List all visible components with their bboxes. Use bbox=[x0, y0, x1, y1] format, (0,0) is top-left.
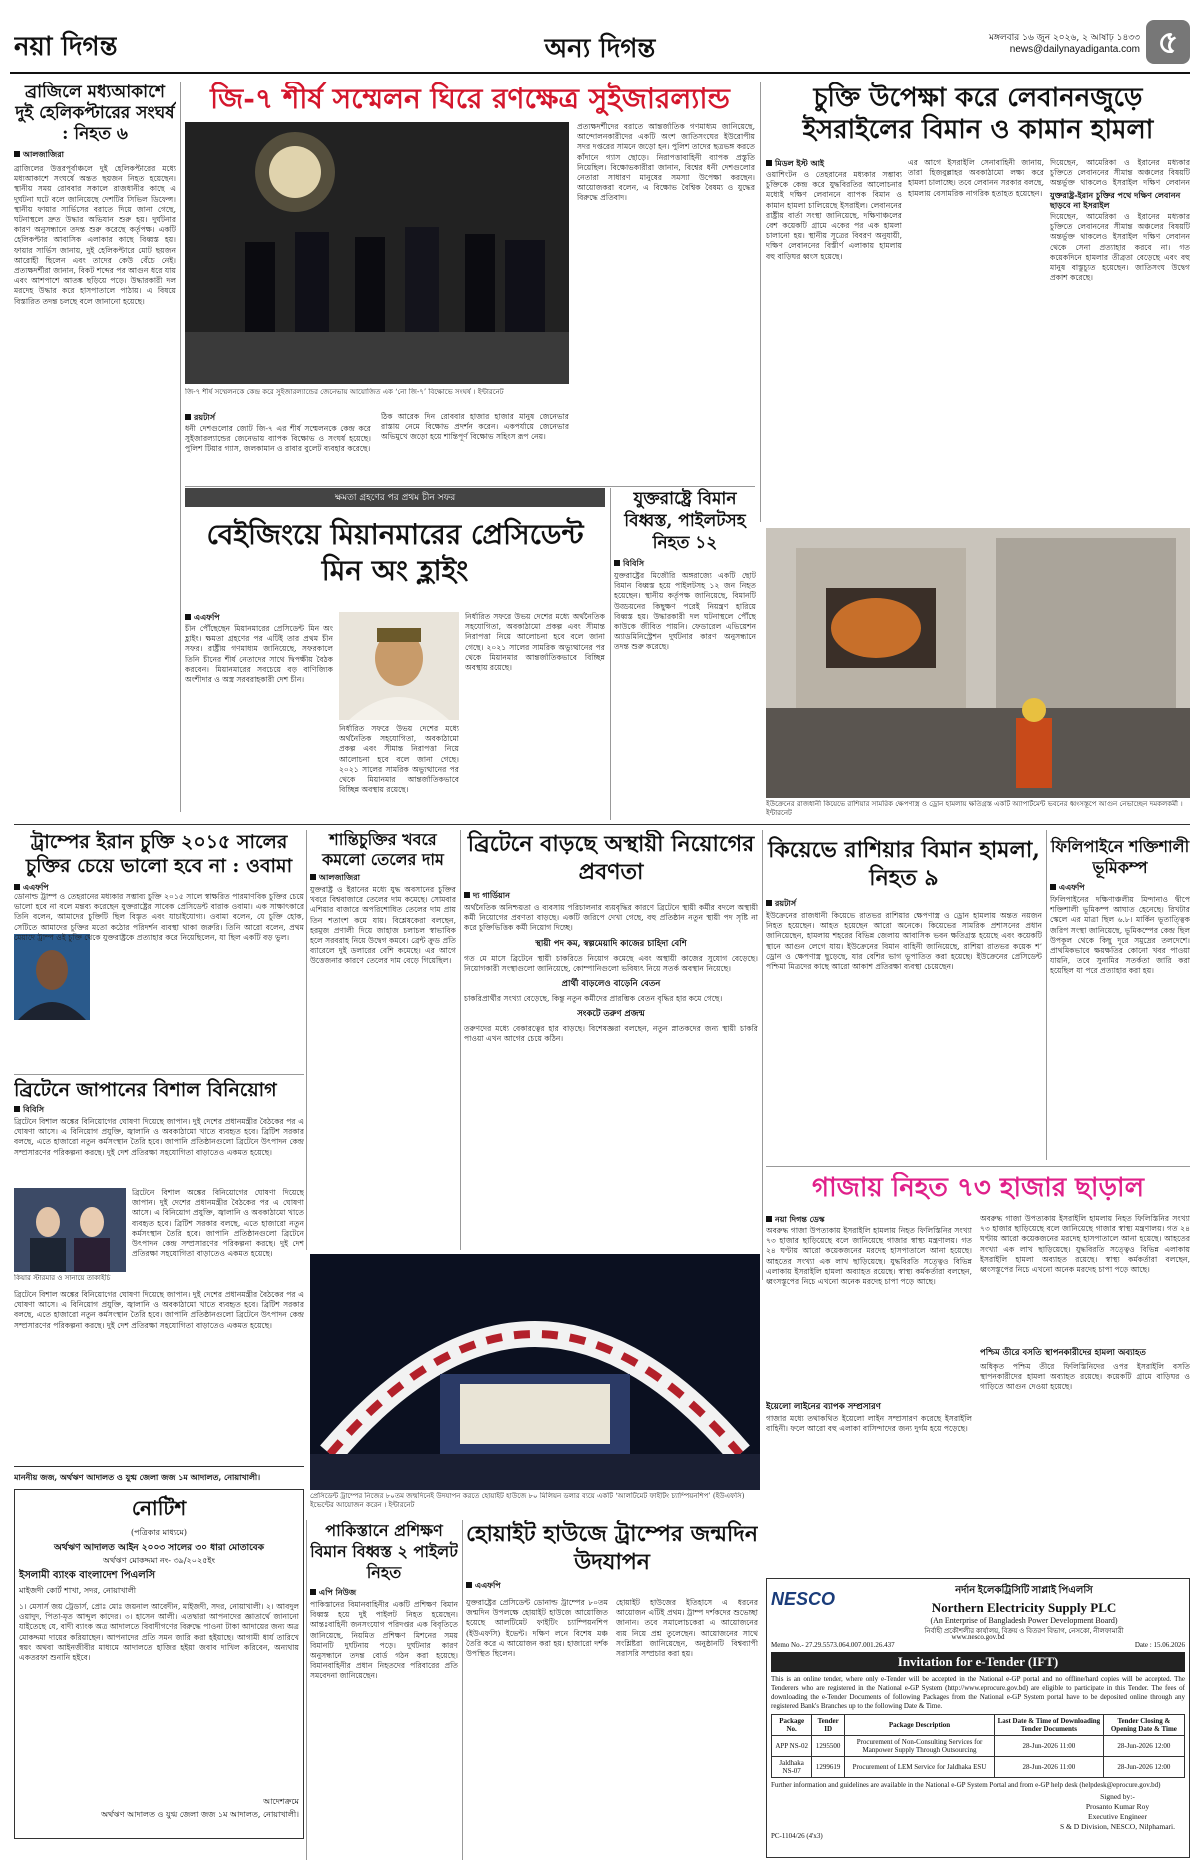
headline: চুক্তি উপেক্ষা করে লেবাননজুড়ে ইসরাইলের বিমান ও কামান হামলা bbox=[802, 83, 1154, 145]
article-body: ফিলিপাইনের দক্ষিণাঞ্চলীয় মিন্দানাও দ্বীপে শক্তিশালী ভূমিকম্প আঘাত হেনেছে। রিখটার স্কেলে এর মাত্রা ছিল ৬.৮। মার্কিন ভূতাত্ত্বিক জরিপ সংস্থা জানিয়েছে, ভূমিকম্পের কেন্দ্র ছিল উপকূল থেকে কিছু দূরে সমুদ্রের তলদেশে। প্রাথমিকভাবে ক্ষয়ক্ষতির কোনো খবর পাওয়া যায়নি, তবে সুনামির সতর্কতা জারি করা হয়েছিল যা পরে প্রত্যাহার করা হয়। bbox=[1050, 895, 1190, 976]
article-body-2: গাজার মধ্যে তথাকথিত ইয়েলো লাইন সম্প্রসারণ করেছে ইসরাইলি বাহিনী। ফলে আরো বহু এলাকা বাসিন্দাদের জন্য দুর্গম হয়ে পড়েছে। bbox=[766, 1414, 972, 1434]
article-body-2: হোয়াইট হাউজের ইতিহাসে এ ধরনের আয়োজন এটিই প্রথম। ট্রাম্প দর্শকদের শুভেচ্ছা জানান। তবে সমালোচকেরা এ আয়োজনের ব্যয় নিয়ে প্রশ্ন তুলেছেন। আয়োজনের সাথে সংশ্লিষ্টরা জানিয়েছেন, অনুষ্ঠানটি বিশ্বব্যাপী সরাসরি সম্প্রচার করা হয়। bbox=[616, 1598, 758, 1659]
stage-photo-caption: প্রেসিডেন্ট ট্রাম্পের নিজের ৮০তম জন্মদিনেই উদযাপন করতে হোয়াইট হাউজে ৮০ মিলিয়ন ডলার ব্যয়ে একটি ‘আলটিমেট ফাইটিং চ্যাম্পিয়নশিপ’ (ইউএফসি) ইভেন্টের আয়োজন করেন । ইন্টারনেট bbox=[310, 1492, 745, 1509]
article-body-1: ধনী দেশগুলোর জোট জি-৭ এর শীর্ষ সম্মেলনকে কেন্দ্র করে সুইজারল্যান্ডের জেনেভায় ব্যাপক বিক্ষোভ ও সংঘর্ষ হয়েছে। পুলিশ টিয়ার গ্যাস, জলকামান ও রাবার বুলেট ব্যবহার করেছে। bbox=[185, 424, 371, 454]
article-body-3-cont: দিয়েছেন, আমেরিকা ও ইরানের মধ্যকার চুক্তিতে লেবাননের সীমান্ত অঞ্চলের বিষয়টি অন্তর্ভুক্ত থাকলেও ইসরাইল দক্ষিণ লেবানন থেকে সেনা প্রত্যাহার করবে না। গত কয়েকদিনে হামলার তীব্রতা বেড়েছে এবং বহু মানুষ বাস্তুচ্যুত হয়েছেন। জাতিসংঘ উদ্বেগ প্রকাশ করেছে। bbox=[1050, 212, 1190, 283]
table-cell: 28-Jun-2026 12:00 bbox=[1103, 1757, 1184, 1778]
subhead-1: ইয়েলো লাইনের ব্যাপক সম্প্রসারণ bbox=[766, 1402, 881, 1412]
article-oil bbox=[310, 830, 456, 1250]
article-philippines bbox=[1050, 836, 1190, 1160]
article-body-3: চাকরিপ্রার্থীর সংখ্যা বেড়েছে, কিন্তু নতুন কর্মীদের প্রারম্ভিক বেতন বৃদ্ধির হার কমে গেছে। bbox=[464, 994, 723, 1004]
notice-plaintiff: ইসলামী ব্যাংক বাংলাদেশ পিএলসি bbox=[19, 1570, 156, 1581]
table-cell: 28-Jun-2026 11:00 bbox=[994, 1736, 1103, 1757]
table-cell: Jaldhaka NS-07 bbox=[772, 1757, 812, 1778]
stage-photo-art bbox=[310, 1254, 760, 1490]
subhead: যুক্তরাষ্ট্র-ইরান চুক্তির পথে দক্ষিণ লেবানন ছাড়বে না ইসরাইল bbox=[1050, 190, 1181, 210]
headline: ব্রিটেনে বাড়ছে অস্থায়ী নিয়োগের প্রবণতা bbox=[467, 831, 755, 885]
protest-photo bbox=[185, 122, 569, 384]
tender-title: Invitation for e-Tender (IFT) bbox=[771, 1652, 1185, 1672]
contact-email: news@dailynayadiganta.com bbox=[1009, 44, 1140, 55]
leaders-photo-art bbox=[14, 1188, 126, 1272]
table-cell: 1295500 bbox=[812, 1736, 845, 1757]
headline: ট্রাম্পের ইরান চুক্তি ২০১৫ সালের চুক্তির চেয়ে ভালো হবে না : ওবামা bbox=[25, 831, 293, 877]
byline: আলজাজিরা bbox=[319, 872, 360, 882]
article-body: ইউক্রেনের রাজধানী কিয়েভে রাতভর রাশিয়ার ক্ষেপণাস্ত্র ও ড্রোন হামলায় অন্তত নয়জন নিহত হয়েছেন। আহত হয়েছেন আরো অনেকে। কিয়েভের সামরিক প্রশাসনের প্রধান জানিয়েছেন, হামলায় শহরের বিভিন্ন জেলায় আবাসিক ভবন ক্ষতিগ্রস্ত হয়েছে এবং কয়েকটি স্থানে আগুন লেগে যায়। ইউক্রেনের বিমান বাহিনী জানিয়েছে, রাশিয়া রাতভর কয়েক শ’ ড্রোন ও ক্ষেপণাস্ত্র ছুড়েছে, যার বেশির ভাগ ভূপাতিত করা হয়েছে। ইউক্রেনের প্রেসিডেন্ট পশ্চিমা মিত্রদের কাছে আরো আকাশ প্রতিরক্ষা ব্যবস্থা চেয়েছেন। bbox=[766, 911, 1042, 972]
table-header-cell: Package Description bbox=[845, 1715, 995, 1736]
notice-law: অর্থঋণ আদালত আইন ২০০৩ সালের ৩০ ধারা মোতাবেক bbox=[54, 1543, 264, 1553]
article-body-1: যুক্তরাষ্ট্রের প্রেসিডেন্ট ডোনাল্ড ট্রাম্পের ৮০তম জন্মদিন উপলক্ষে হোয়াইট হাউজে আয়োজিত হয়েছে আলটিমেট ফাইটিং চ্যাম্পিয়নশিপ (ইউএফসি) ইভেন্ট। দক্ষিণ লনে বিশেষ মঞ্চ তৈরি করে এ আয়োজন করা হয়। হাজারো দর্শক উপস্থিত ছিলেন। bbox=[466, 1598, 608, 1659]
article-pakistan bbox=[310, 1520, 458, 1860]
table-cell: 28-Jun-2026 11:00 bbox=[994, 1757, 1103, 1778]
article-uk-jobs bbox=[464, 830, 758, 1250]
notice-branch: মাইজদী কোর্ট শাখা, সদর, নোয়াখালী bbox=[19, 1586, 137, 1595]
notice-signature-role: আদেশক্রমে bbox=[263, 1797, 299, 1806]
page-number-badge bbox=[1146, 20, 1190, 64]
table-cell: Procurement of LEM Service for Jaldhaka ESU bbox=[845, 1757, 995, 1778]
tender-body: This is an online tender, where only e-Tender will be accepted in the National e-GP portal and no offline/hard copies will be accepted. The Tenderers who are registered in the National e-GP System (http://www.eprocure.gov.bd) are eligible to participate in this Tender. The fees of downloading the e-Tender Documents of following Packages from the National e-GP System portal have to be deposited online through any registered Bank's Branches up to the following Date & Time. bbox=[771, 1675, 1185, 1710]
table-header-cell: Tender ID bbox=[812, 1715, 845, 1736]
headline: পাকিস্তানে প্রশিক্ষণ বিমান বিধ্বস্ত ২ পাইলট নিহত bbox=[310, 1521, 458, 1582]
article-lebanon bbox=[766, 82, 1190, 522]
nesco-bn-office: নির্বাহী প্রকৌশলীর কার্যালয়, বিক্রয় ও বিতরণ বিভাগ, নেসকো, নীলফামারী bbox=[924, 1627, 1124, 1635]
page-number: ৫ bbox=[1157, 23, 1179, 61]
subhead-3: সংকটে তরুণ প্রজন্ম bbox=[577, 1009, 645, 1020]
article-brazil bbox=[14, 82, 176, 812]
byline: এএফপি bbox=[194, 612, 220, 622]
photo-caption: জি-৭ শীর্ষ সম্মেলনকে কেন্দ্র করে সুইজারল্যান্ডের জেনেভায় আয়োজিত এক ‘নো জি-৭’ বিক্ষোভে সংঘর্ষ । ইন্টারনেট bbox=[185, 388, 504, 396]
article-body-4: তরুণদের মধ্যে বেকারত্বের হার বাড়ছে। বিশেষজ্ঞরা বলছেন, নতুন স্নাতকদের জন্য স্থায়ী চাকরি পাওয়া এখন আগের চেয়ে কঠিন। bbox=[464, 1024, 758, 1044]
portrait-art bbox=[339, 612, 459, 720]
article-body-3: দিয়েছেন, আমেরিকা ও ইরানের মধ্যকার চুক্তিতে লেবাননের সীমান্ত অঞ্চলের বিষয়টি অন্তর্ভুক্ত থাকলেও ইসরাইল দক্ষিণ লেবানন bbox=[1050, 158, 1190, 188]
article-gaza bbox=[766, 1172, 1190, 1572]
table-header-cell: Package No. bbox=[772, 1715, 812, 1736]
headline: ব্রাজিলে মধ্যআকাশে দুই হেলিকপ্টারের সংঘর্ষ : নিহত ৬ bbox=[15, 82, 175, 144]
signed-by: Signed by:- bbox=[1100, 1792, 1135, 1801]
nesco-subtitle: (An Enterprise of Bangladesh Power Development Board) bbox=[930, 1616, 1118, 1625]
tender-footer: Further information and guidelines are available in the National e-GP System Portal and from e-GP help desk (helpdesk@eprocure.gov.bd) bbox=[771, 1781, 1161, 1789]
signer-office: S & D Division, NESCO, Nilphamari. bbox=[1059, 1822, 1175, 1831]
byline: এপি নিউজ bbox=[319, 1587, 357, 1597]
ufc-stage-photo bbox=[310, 1254, 760, 1490]
byline: রয়টার্স bbox=[775, 898, 797, 908]
kyiv-photo-art bbox=[766, 528, 1190, 798]
memo-number: Memo No.- 27.29.5573.064.007.001.26.437 bbox=[771, 1641, 895, 1649]
notice-subtitle: (পত্রিকার মাধ্যমে) bbox=[131, 1528, 187, 1537]
headline: শান্তিচুক্তির খবরে কমলো তেলের দাম bbox=[322, 830, 444, 869]
article-body-3: অধিকৃত পশ্চিম তীরে ফিলিস্তিনিদের ওপর ইসরাইলি বসতি স্থাপনকারীদের হামলা অব্যাহত রয়েছে। কয়েকটি গ্রামে বাড়িঘর ও গাড়িতে আগুন দেওয়া হয়েছে। bbox=[980, 1362, 1190, 1392]
table-cell: 28-Jun-2026 12:00 bbox=[1103, 1736, 1184, 1757]
notice-top-line: মাননীয় জজ, অর্থঋণ আদালত ও যুগ্ম জেলা জজ ১ম আদালত, নোয়াখালী। bbox=[14, 1472, 261, 1482]
article-body-cont: ব্রিটেনে বিশাল অঙ্কের বিনিয়োগের ঘোষণা দিয়েছে জাপান। দুই দেশের প্রধানমন্ত্রীর বৈঠকের পর এ ঘোষণা আসে। এ বিনিয়োগ প্রযুক্তি, জ্বালানি ও অবকাঠামো খাতে ব্যবহৃত হবে। ব্রিটিশ সরকার বলছে, এতে হাজারো নতুন কর্মসংস্থান তৈরি হবে। জাপানি প্রতিষ্ঠানগুলো ব্রিটেনে উৎপাদন কেন্দ্র সম্প্রসারণের পরিকল্পনা করছে। দুই দেশ প্রতিরক্ষা সহযোগিতা বাড়াতেও একমত হয়েছে। bbox=[132, 1188, 304, 1259]
notice-signature-name: অর্থঋণ আদালত ও যুগ্ম জেলা জজ ১ম আদালত, নোয়াখালী। bbox=[101, 1810, 299, 1819]
leaders-photo-caption: কিয়ার স্টারমার ও সানায়ে তাকাইচি bbox=[14, 1274, 111, 1282]
byline: দ্য গার্ডিয়ান bbox=[473, 890, 510, 900]
kicker: ক্ষমতা গ্রহণের পর প্রথম চীন সফর bbox=[185, 488, 605, 507]
masthead-logo: নয়া দিগন্ত bbox=[14, 32, 118, 62]
article-body-2: এর আগে ইসরাইলি সেনাবাহিনী জানায়, তারা হিজবুল্লাহর অবকাঠামো লক্ষ্য করে হামলা চালাচ্ছে। তবে লেবানন সরকার বলছে, হামলায় বেসামরিক নাগরিক হতাহত হয়েছেন। bbox=[908, 158, 1044, 198]
byline: নয়া দিগন্ত ডেস্ক bbox=[775, 1214, 825, 1224]
nesco-web: www.nesco.gov.bd bbox=[951, 1633, 1005, 1641]
byline: আলজাজিরা bbox=[23, 149, 64, 159]
section-title: অন্য দিগন্ত bbox=[544, 34, 656, 64]
table-cell: APP NS-02 bbox=[772, 1736, 812, 1757]
table-cell: 1299619 bbox=[812, 1757, 845, 1778]
nesco-tender-ad bbox=[766, 1578, 1190, 1858]
masthead bbox=[0, 0, 1200, 78]
article-body-2: ঠিক আরেক দিন রোববার হাজার হাজার মানুষ জেনেভার রাস্তায় নেমে বিক্ষোভ প্রদর্শন করেন। একপর্যায়ে জেনেভার অভিমুখে জড়ো হয়ে শান্তিপূর্ণ বিক্ষোভ সহিংস রূপ নেয়। bbox=[381, 412, 569, 442]
table-cell: Procurement of Non-Consulting Services for Manpower Supply Through Outsourcing bbox=[845, 1736, 995, 1757]
byline: বিবিসি bbox=[623, 558, 645, 568]
subhead-2: পশ্চিম তীরে বসতি স্থাপনকারীদের হামলা অব্যাহত bbox=[980, 1348, 1146, 1358]
article-japan bbox=[14, 1078, 304, 1462]
pc-number: PC-1104/26 (4'x3) bbox=[771, 1832, 823, 1840]
article-white-house bbox=[466, 1520, 758, 1860]
kyiv-strike-photo bbox=[766, 528, 1190, 798]
signer-title: Executive Engineer bbox=[1088, 1812, 1147, 1821]
protest-photo-art bbox=[185, 122, 569, 384]
headline: জি-৭ শীর্ষ সম্মেলন ঘিরে রণক্ষেত্র সুইজারল্যান্ড bbox=[210, 82, 730, 115]
headline: ফিলিপাইনে শক্তিশালী ভূমিকম্প bbox=[1050, 837, 1190, 877]
notice-case: অর্থঋণ মোকদ্দমা নং- ৩৯/২০২৫ইং bbox=[103, 1556, 215, 1565]
headline: যুক্তরাষ্ট্রে বিমান বিধ্বস্ত, পাইলটসহ নিহত ১২ bbox=[624, 489, 746, 553]
byline: এএফপি bbox=[23, 882, 49, 892]
article-body: ব্রিটেনে বিশাল অঙ্কের বিনিয়োগের ঘোষণা দিয়েছে জাপান। দুই দেশের প্রধানমন্ত্রীর বৈঠকের পর এ ঘোষণা আসে। এ বিনিয়োগ প্রযুক্তি, জ্বালানি ও অবকাঠামো খাতে ব্যবহৃত হবে। ব্রিটিশ সরকার বলছে, এতে হাজারো নতুন কর্মসংস্থান তৈরি হবে। জাপানি প্রতিষ্ঠানগুলো ব্রিটেনে উৎপাদন কেন্দ্র সম্প্রসারণের পরিকল্পনা করছে। দুই দেশ প্রতিরক্ষা সহযোগিতা বাড়াতেও একমত হয়েছে। bbox=[14, 1117, 304, 1157]
byline: রয়টার্স bbox=[194, 412, 216, 422]
article-body: যুক্তরাষ্ট্রের মিজৌরি অঙ্গরাজ্যে একটি ছোট বিমান বিধ্বস্ত হয়ে পাইলটসহ ১২ জন নিহত হয়েছেন। স্থানীয় কর্তৃপক্ষ জানিয়েছে, বিমানটি উড্ডয়নের কিছুক্ষণ পরেই নিয়ন্ত্রণ হারিয়ে বিধ্বস্ত হয়। উদ্ধারকারী দল ঘটনাস্থলে পৌঁছে কাউকে জীবিত পায়নি। ফেডারেল এভিয়েশন অ্যাডমিনিস্ট্রেশন দুর্ঘটনার কারণ অনুসন্ধানে তদন্ত শুরু করেছে। bbox=[614, 571, 756, 652]
byline: মিডল ইস্ট আই bbox=[775, 158, 825, 168]
table-header-cell: Tender Closing & Opening Date & Time bbox=[1103, 1715, 1184, 1736]
headline: গাজায় নিহত ৭৩ হাজার ছাড়াল bbox=[812, 1173, 1144, 1203]
article-body: যুক্তরাষ্ট্র ও ইরানের মধ্যে যুদ্ধ অবসানের চুক্তির খবরে বিশ্ববাজারে তেলের দাম কমেছে। সোমবার এশিয়ার বাজারে অপরিশোধিত তেলের দাম প্রায় তিন শতাংশ কমে যায়। বিশ্লেষকেরা বলছেন, হরমুজ প্রণালী দিয়ে জাহাজ চলাচল স্বাভাবিক হলে সরবরাহ নিয়ে উদ্বেগ কমবে। ব্রেন্ট ক্রুড প্রতি ব্যারেলে দুই ডলারের বেশি কমেছে। এর আগে উত্তেজনার কারণে তেলের দাম বেড়ে গিয়েছিল। bbox=[310, 885, 456, 966]
article-body: ব্রাজিলের উত্তরপূর্বাঞ্চলে দুই হেলিকপ্টারের মধ্যে মধ্যআকাশে সংঘর্ষে অন্তত ছয়জন নিহত হয়েছেন। স্থানীয় সময় রোববার সকালে রাজধানীর কাছে এ দুর্ঘটনা ঘটে বলে জানিয়েছে দেশটির সিভিল ডিফেন্স। স্থানীয় ফায়ার সার্ভিসের বরাতে দিয়ে জানা গেছে, ঘটনাস্থলে দ্রুত উদ্ধার অভিযান শুরু হয়। দুর্ঘটনার কারণ অনুসন্ধানে তদন্ত শুরু করেছে কর্তৃপক্ষ। একটি হেলিকপ্টার আবাসিক এলাকার কাছে বিধ্বস্ত হয়। ফায়ার সার্ভিস জানায়, দুই হেলিকপ্টারে মোট ছয়জন আরোহী ছিলেন এবং তাদের কেউ বেঁচে নেই। প্রত্যক্ষদর্শীরা জানান, বিকট শব্দের পর আগুন ধরে যায় এবং আশপাশে আতঙ্ক ছড়িয়ে পড়ে। উদ্ধারকারী দল মরদেহ উদ্ধার করে হাসপাতালে পাঠায়। এ বিষয়ে বিস্তারিত তদন্ত চলছে বলে জানানো হয়েছে। bbox=[14, 164, 176, 306]
tender-table bbox=[771, 1714, 1185, 1778]
article-body-1: ওয়াশিংটন ও তেহরানের মধ্যকার সম্ভাব্য চুক্তিকে কেন্দ্র করে যুদ্ধবিরতির আলোচনার মধ্যেই দক্ষিণ লেবাননে ব্যাপক বিমান ও কামান হামলা চালিয়েছে ইসরাইল। লেবাননের রাষ্ট্রীয় বার্তা সংস্থা জানিয়েছে, দক্ষিণাঞ্চলের বেশ কয়েকটি গ্রামে একের পর এক হামলা চালানো হয়। স্থানীয় সূত্রের বিবরণ অনুযায়ী, দক্ষিণ লেবাননের বিস্তীর্ণ এলাকায় হামলায় বহু বাড়িঘর ধ্বংস হয়েছে। bbox=[766, 170, 902, 261]
kyiv-photo-caption: ইউক্রেনের রাজধানী কিয়েভে রাশিয়ার সামরিক ক্ষেপণাস্ত্র ও ড্রোন হামলায় ক্ষতিগ্রস্ত একটি অ্যাপার্টমেন্ট ভবনের ধ্বংসস্তূপে আগুন নেভাচ্ছেন দমকলকর্মী । ইন্টারনেট bbox=[766, 800, 1183, 817]
table-row bbox=[772, 1757, 1185, 1778]
table-header-cell: Last Date & Time of Downloading Tender Documents bbox=[994, 1715, 1103, 1736]
memo-date: Date : 15.06.2026 bbox=[1134, 1641, 1185, 1649]
article-body-1-cont: অবরুদ্ধ গাজা উপত্যকায় ইসরাইলি হামলায় নিহত ফিলিস্তিনির সংখ্যা ৭৩ হাজার ছাড়িয়েছে বলে জানিয়েছে গাজার স্বাস্থ্য মন্ত্রণালয়। গত ২৪ ঘণ্টায় আরো কয়েকজনের মরদেহ হাসপাতালে আনা হয়েছে। আহতের সংখ্যা এক লাখ ছাড়িয়েছে। যুদ্ধবিরতি সত্ত্বেও বিভিন্ন এলাকায় ইসরাইলি হামলা অব্যাহত রয়েছে। স্বাস্থ্য কর্মকর্তারা বলছেন, ধ্বংসস্তূপের নিচে এখনো অনেক মরদেহ চাপা পড়ে আছে। bbox=[980, 1214, 1190, 1275]
tender-table-header bbox=[772, 1715, 1185, 1736]
subhead-1: স্থায়ী পদ কম, স্বল্পমেয়াদি কাজের চাহিদা বেশি bbox=[535, 938, 687, 949]
min-aung-hlaing-photo bbox=[339, 612, 459, 720]
issue-date: মঙ্গলবার ১৬ জুন ২০২৬, ২ আষাঢ় ১৪৩৩ bbox=[989, 33, 1140, 43]
signer-name: Prosanto Kumar Roy bbox=[1085, 1802, 1150, 1811]
article-body: পাকিস্তানের বিমানবাহিনীর একটি প্রশিক্ষণ বিমান বিধ্বস্ত হয়ে দুই পাইলট নিহত হয়েছেন। আন্তঃবাহিনী জনসংযোগ পরিদপ্তর এক বিবৃতিতে জানিয়েছে, নিয়মিত প্রশিক্ষণ মিশনের সময় বিমানটি দুর্ঘটনায় পড়ে। দুর্ঘটনার কারণ অনুসন্ধানে তদন্ত বোর্ড গঠন করা হয়েছে। বিমানবাহিনীর প্রধান নিহতদের পরিবারের প্রতি সমবেদনা জানিয়েছেন। bbox=[310, 1600, 458, 1681]
nesco-bn-name: নর্দান ইলেকট্রিসিটি সাপ্লাই পিএলসি bbox=[955, 1585, 1093, 1596]
article-g7 bbox=[185, 82, 755, 482]
article-us-plane bbox=[614, 488, 756, 820]
notice-body: ১। মেসার্স জয় ট্রেডার্স, প্রোঃ মোঃ জয়নাল আবেদীন, মাইজদী, সদর, নোয়াখালী। ২। আবদুল ওয়াদুদ, পিতা-মৃত আব্দুল কাদের। ৩। হাসেন আলী। এতদ্বারা আপনাদের জ্ঞাতার্থে জানানো যাইতেছে যে, বাদী ব্যাংক অত্র আদালতে বিবাদীগণের বিরুদ্ধে পাওনা টাকা আদায়ের জন্য অত্র মোকদ্দমা দায়ের করিয়াছেন। আপনাদের প্রতি সমন জারি করা হইয়াছে। আগামী ধার্য তারিখে স্বয়ং অথবা আইনজীবীর মাধ্যমে আদালতে হাজির হইয়া জবাব দাখিল করিবেন, অন্যথায় একতরফা শুনানি হইবে। bbox=[19, 1602, 299, 1663]
subhead-2: প্রার্থী বাড়লেও বাড়েনি বেতন bbox=[561, 979, 661, 990]
nesco-logo: NESCO bbox=[771, 1589, 836, 1609]
byline: এএফপি bbox=[475, 1580, 501, 1590]
article-beijing bbox=[185, 488, 605, 820]
court-notice bbox=[14, 1472, 304, 1852]
nesco-en-name: Northern Electricity Supply PLC bbox=[931, 1600, 1117, 1615]
article-body-2: নির্ধারিত সফরে উভয় দেশের মধ্যে অর্থনৈতিক সহযোগিতা, অবকাঠামো প্রকল্প এবং সীমান্ত নিরাপত্তা নিয়ে আলোচনা হবে বলে জানা গেছে। ২০২১ সালের সামরিক অভ্যুত্থানের পর থেকে মিয়ানমার আন্তর্জাতিকভাবে বিচ্ছিন্ন অবস্থায় রয়েছে। bbox=[339, 724, 459, 795]
article-body-1: অর্থনৈতিক অনিশ্চয়তা ও ব্যবসায় পরিচালনার ব্যয়বৃদ্ধির কারণে ব্রিটেনে স্থায়ী কর্মীর বদলে অস্থায়ী কর্মী নিয়োগের প্রবণতা বাড়ছে। একটি জরিপে দেখা গেছে, বহু প্রতিষ্ঠান নতুন স্থায়ী পদ সৃষ্টি না করে চুক্তিভিত্তিক কর্মী নিয়োগ দিচ্ছে। bbox=[464, 903, 758, 933]
table-row bbox=[772, 1736, 1185, 1757]
headline: হোয়াইট হাউজে ট্রাম্পের জন্মদিন উদযাপন bbox=[466, 1521, 758, 1575]
article-body-1: চীন পৌঁছেছেন মিয়ানমারের প্রেসিডেন্ট মিন অং হ্লাইং। ক্ষমতা গ্রহণের পর এটিই তার প্রথম চীন সফর। রাষ্ট্রীয় গণমাধ্যম জানিয়েছে, সফরকালে তিনি চীনের শীর্ষ নেতাদের সাথে দ্বিপক্ষীয় বৈঠক করবেন। মিয়ানমারের সবচেয়ে বড় বাণিজ্যিক অংশীদার ও অস্ত্র সরবরাহকারী দেশ চীন। bbox=[185, 624, 333, 685]
leaders-photo bbox=[14, 1188, 126, 1272]
article-body-2: গত মে মাসে ব্রিটেনে স্থায়ী চাকরিতে নিয়োগ কমেছে এবং অস্থায়ী কাজের সুযোগ বেড়েছে। নিয়োগকারী সংস্থাগুলো জানিয়েছে, কোম্পানিগুলো ভবিষ্যৎ নিয়ে সতর্ক অবস্থান নিয়েছে। bbox=[464, 953, 758, 973]
article-body: ডোনাল্ড ট্রাম্প ও তেহরানের মধ্যকার সম্ভাব্য চুক্তি ২০১৫ সালে স্বাক্ষরিত পারমাণবিক চুক্তির চেয়ে ভালো হবে না বলে মন্তব্য করেছেন যুক্তরাষ্ট্রের সাবেক প্রেসিডেন্ট বারাক ওবামা। এক সাক্ষাৎকারে তিনি বলেন, আমাদের চুক্তিটি ছিল বিস্তৃত এবং যাচাইযোগ্য। ওবামা বলেন, যে চুক্তি হোক, সেটিতে আমাদের চুক্তির মতো কঠোর পরিদর্শন ব্যবস্থা থাকা জরুরি। তিনি আরো বলেন, প্রথম মেয়াদে ট্রাম্প ওই চুক্তি থেকে যুক্তরাষ্ট্রকে প্রত্যাহার করে নিয়েছিলেন, যা ছিল একটি বড় ভুল। bbox=[14, 892, 304, 942]
byline: এএফপি bbox=[1059, 882, 1085, 892]
notice-title: নোটিশ bbox=[131, 1496, 187, 1520]
headline: ব্রিটেনে জাপানের বিশাল বিনিয়োগ bbox=[14, 1079, 277, 1101]
article-kyiv bbox=[766, 836, 1042, 1166]
headline: কিয়েভে রাশিয়ার বিমান হামলা, নিহত ৯ bbox=[768, 837, 1040, 891]
article-body-end: ব্রিটেনে বিশাল অঙ্কের বিনিয়োগের ঘোষণা দিয়েছে জাপান। দুই দেশের প্রধানমন্ত্রীর বৈঠকের পর এ ঘোষণা আসে। এ বিনিয়োগ প্রযুক্তি, জ্বালানি ও অবকাঠামো খাতে ব্যবহৃত হবে। ব্রিটিশ সরকার বলছে, এতে হাজারো নতুন কর্মসংস্থান তৈরি হবে। জাপানি প্রতিষ্ঠানগুলো ব্রিটেনে উৎপাদন কেন্দ্র সম্প্রসারণের পরিকল্পনা করছে। দুই দেশ প্রতিরক্ষা সহযোগিতা বাড়াতেও একমত হয়েছে। bbox=[14, 1290, 304, 1330]
headline: বেইজিংয়ে মিয়ানমারের প্রেসিডেন্ট মিন অং হ্লাইং bbox=[206, 518, 584, 587]
byline: বিবিসি bbox=[23, 1104, 45, 1114]
article-body-2-cont: নির্ধারিত সফরে উভয় দেশের মধ্যে অর্থনৈতিক সহযোগিতা, অবকাঠামো প্রকল্প এবং সীমান্ত নিরাপত্তা নিয়ে আলোচনা হবে বলে জানা গেছে। ২০২১ সালের সামরিক অভ্যুত্থানের পর থেকে মিয়ানমার আন্তর্জাতিকভাবে বিচ্ছিন্ন অবস্থায় রয়েছে। bbox=[465, 612, 605, 673]
article-body-3: প্রত্যক্ষদর্শীদের বরাতে আন্তর্জাতিক গণমাধ্যম জানিয়েছে, আন্দোলনকারীদের একটি অংশ জাতিসংঘের ইউরোপীয় সদর দপ্তরের সামনে জড়ো হন। পুলিশ তাদের ছত্রভঙ্গ করতে কাঁদানে গ্যাস ছোড়ে। নিরাপত্তাবাহিনী ব্যাপক প্রস্তুতি নিয়েছিল। বিক্ষোভকারীরা জানান, বিশ্বের ধনী দেশগুলোর নেতারা সাধারণ মানুষের সমস্যা উপেক্ষা করছেন। আয়োজকরা বলেন, এ বিক্ষোভ বৈশ্বিক বৈষম্য ও যুদ্ধের বিরুদ্ধে প্রতিবাদ। bbox=[577, 122, 755, 203]
article-obama bbox=[14, 830, 304, 1070]
article-body-1: অবরুদ্ধ গাজা উপত্যকায় ইসরাইলি হামলায় নিহত ফিলিস্তিনির সংখ্যা ৭৩ হাজার ছাড়িয়েছে বলে জানিয়েছে গাজার স্বাস্থ্য মন্ত্রণালয়। গত ২৪ ঘণ্টায় আরো কয়েকজনের মরদেহ হাসপাতালে আনা হয়েছে। আহতের সংখ্যা এক লাখ ছাড়িয়েছে। যুদ্ধবিরতি সত্ত্বেও বিভিন্ন এলাকায় ইসরাইলি হামলা অব্যাহত রয়েছে। স্বাস্থ্য কর্মকর্তারা বলছেন, ধ্বংসস্তূপের নিচে এখনো অনেক মরদেহ চাপা পড়ে আছে। bbox=[766, 1226, 972, 1287]
